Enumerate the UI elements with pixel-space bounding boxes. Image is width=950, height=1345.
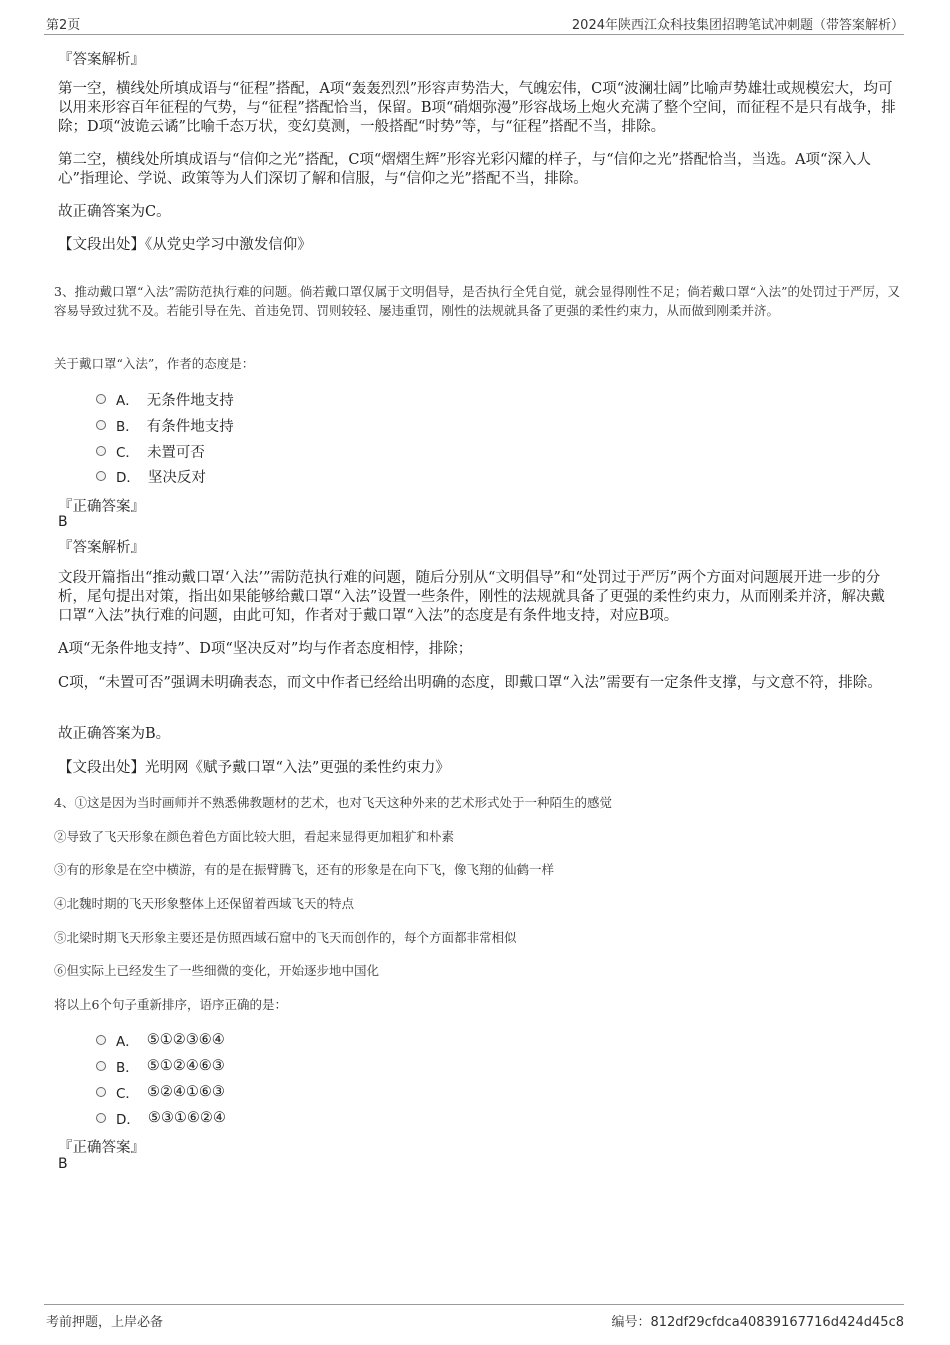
q2-analysis-para1: 第一空，横线处所填成语与“征程”搭配，A项“轰轰烈烈”形容声势浩大，气魄宏伟，C项“波澜壮阔”比喻声势雄壮或规模宏大，均可以用来形容百年征程的气势，与“征程”搭配恰当，保留。B项“硝烟弥漫”形容战场上炮火充满了整个空间，而征程不是只有战争，排除；D项“波诡云谲”比喻千态万状，变幻莫测，一般搭配“时势”等，与“征程”搭配不当，排除。: [58, 81, 896, 135]
q2-source: 【文段出处】《从党史学习中激发信仰》: [58, 237, 312, 253]
q3-analysis-para2: A项“无条件地支持”、D项“坚决反对”均与作者态度相悖，排除；: [58, 641, 473, 657]
q3-stem: 3、推动戴口罩“入法”需防范执行难的问题。倘若戴口罩仅属于文明倡导，是否执行全凭自觉，就会显得刚性不足；倘若戴口罩“入法”的处罚过于严厉，又容易导致过犹不及。若能引导在先、首违免罚、罚则较轻、屡违重罚，刚性的法规就具备了更强的柔性约束力，从而做到刚柔并济。: [54, 284, 901, 318]
q3-analysis-para3: C项，“未置可否”强调未明确表态，而文中作者已经给出明确的态度，即戴口罩“入法”需要有一定条件支撑，与文意不符，排除。: [58, 675, 882, 691]
q3-option-a[interactable]: A． 无条件地支持: [96, 389, 234, 409]
footer-slogan: 考前押题，上岸必备: [46, 1315, 164, 1330]
radio-icon[interactable]: [96, 1087, 106, 1097]
q4-sentence-5: ⑤北梁时期飞天形象主要还是仿照西域石窟中的飞天而创作的，每个方面都非常相似: [54, 930, 517, 945]
q4-option-d[interactable]: D． ⑤③①⑥②④: [96, 1108, 226, 1128]
q4-sentence-1: 4、①这是因为当时画师并不熟悉佛教题材的艺术，也对飞天这种外来的艺术形式处于一种陌生的感觉: [54, 795, 612, 810]
q3-option-c[interactable]: C． 未置可否: [96, 441, 205, 461]
document-title: 2024年陕西江众科技集团招聘笔试冲刺题（带答案解析）: [571, 18, 904, 33]
q3-source: 【文段出处】光明网《赋予戴口罩“入法”更强的柔性约束力》: [58, 760, 450, 776]
q4-sentence-4: ④北魏时期的飞天形象整体上还保留着西域飞天的特点: [54, 896, 355, 911]
q3-option-d[interactable]: D． 坚决反对: [96, 466, 206, 486]
q4-answer-label: 『正确答案』: [58, 1140, 145, 1156]
q3-analysis-para1: 文段开篇指出“推动戴口罩‘入法’”需防范执行难的问题，随后分别从“文明倡导”和“处罚过于严厉”两个方面对问题展开进一步的分析，尾句提出对策，指出如果能够给戴口罩“入法”设置一些条件，刚性的法规就具备了更强的柔性约束力，从而刚柔并济，解决戴口罩“入法”执行难的问题，由此可知，作者对于戴口罩“入法”的态度是有条件地支持，对应B项。: [58, 570, 885, 624]
q3-option-b[interactable]: B． 有条件地支持: [96, 415, 234, 435]
radio-icon[interactable]: [96, 446, 106, 456]
page-footer: [44, 1304, 904, 1330]
q4-sentence-6: ⑥但实际上已经发生了一些细微的变化，开始逐步地中国化: [54, 963, 380, 978]
radio-icon[interactable]: [96, 1035, 106, 1045]
document-id: 编号：812df29cfdca40839167716d424d45c8: [611, 1315, 904, 1330]
radio-icon[interactable]: [96, 1113, 106, 1123]
q4-option-c[interactable]: C． ⑤②④①⑥③: [96, 1082, 225, 1102]
q4-sentence-2: ②导致了飞天形象在颜色着色方面比较大胆，看起来显得更加粗犷和朴素: [54, 829, 455, 844]
q3-conclusion: 故正确答案为B。: [58, 726, 171, 742]
radio-icon[interactable]: [96, 394, 106, 404]
q3-answer-label: 『正确答案』: [58, 499, 145, 515]
q2-analysis-label: 『答案解析』: [58, 52, 145, 68]
radio-icon[interactable]: [96, 1061, 106, 1071]
q3-analysis-label: 『答案解析』: [58, 540, 145, 556]
page-header: [44, 12, 904, 35]
q2-analysis-para2: 第二空，横线处所填成语与“信仰之光”搭配，C项“熠熠生辉”形容光彩闪耀的样子，与“信仰之光”搭配恰当，当选。A项“深入人心”指理论、学说、政策等为人们深切了解和信服，与“信仰之光”搭配不当，排除。: [58, 152, 871, 187]
q4-sentence-3: ③有的形象是在空中横游，有的是在振臂腾飞，还有的形象是在向下飞，像飞翔的仙鹤一样: [54, 862, 555, 877]
radio-icon[interactable]: [96, 471, 106, 481]
q2-conclusion: 故正确答案为C。: [58, 204, 171, 220]
radio-icon[interactable]: [96, 420, 106, 430]
q3-question: 关于戴口罩“入法”，作者的态度是：: [54, 356, 255, 371]
q4-option-b[interactable]: B． ⑤①②④⑥③: [96, 1056, 225, 1076]
page-number: 第2页: [46, 18, 81, 33]
q4-question: 将以上6个句子重新排序，语序正确的是：: [54, 997, 287, 1012]
q3-answer: B: [58, 514, 68, 530]
q4-option-a[interactable]: A． ⑤①②③⑥④: [96, 1030, 225, 1050]
q4-answer: B: [58, 1156, 68, 1172]
